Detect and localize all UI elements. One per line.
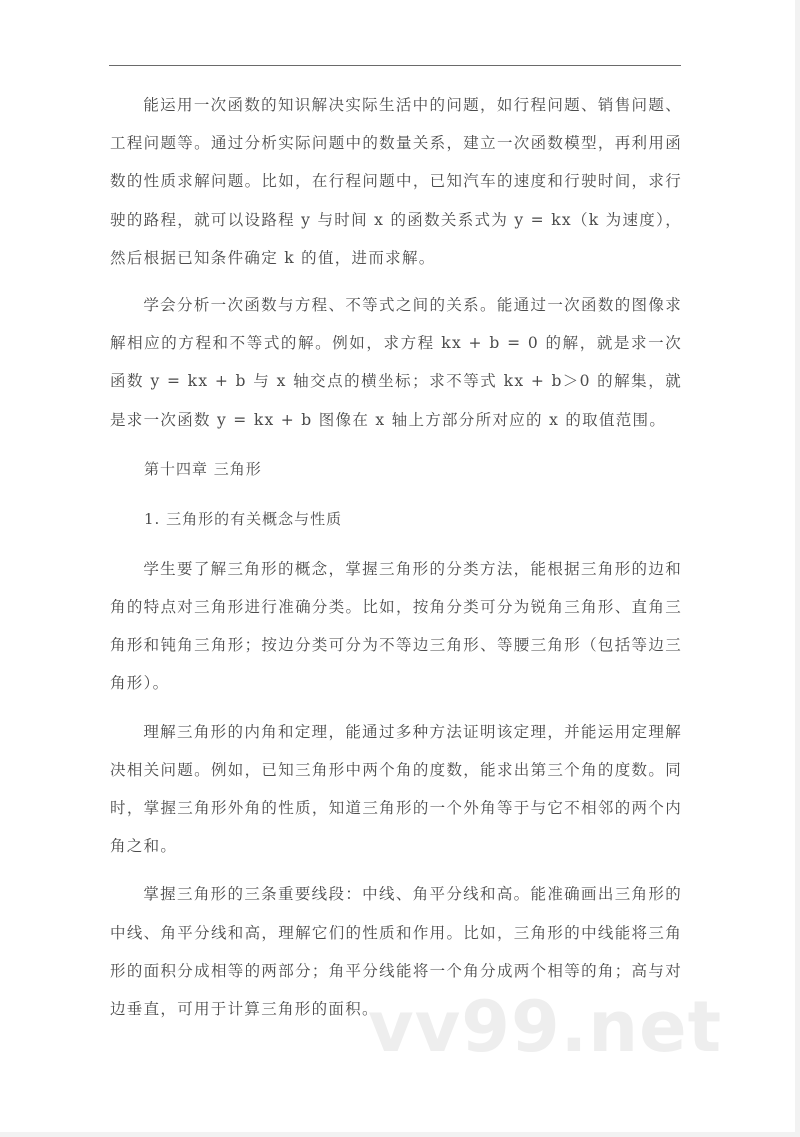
paragraph-triangle-segments: 掌握三角形的三条重要线段：中线、角平分线和高。能准确画出三角形的中线、角平分线和高，理解它们的性质和作用。比如，三角形的中线能将三角形的面积分成相等的两部分；角平分线能将一个角分成两个相等的角；高与对边垂直，可用于计算三角形的面积。 bbox=[110, 885, 682, 1019]
watermark-text: vv99.net bbox=[368, 986, 723, 1068]
chapter-heading: 第十四章 三角形 bbox=[144, 459, 262, 478]
paragraph-triangle-angle-sum: 理解三角形的内角和定理，能通过多种方法证明该定理，并能运用定理解决相关问题。例如，已知三角形中两个角的度数，能求出第三个角的度数。同时，掌握三角形外角的性质，知道三角形的一个外角等于与它不相邻的两个内角之和。 bbox=[110, 722, 682, 856]
section-heading: 1. 三角形的有关概念与性质 bbox=[144, 509, 343, 528]
document-body bbox=[110, 86, 682, 1028]
paragraph-linear-function-applications: 能运用一次函数的知识解决实际生活中的问题，如行程问题、销售问题、工程问题等。通过分析实际问题中的数量关系，建立一次函数模型，再利用函数的性质求解问题。比如，在行程问题中，已知汽车的速度和行驶时间，求行驶的路程，就可以设路程 y 与时间 x 的函数关系式为 y = kx（k 为速度），然后根据已知条件确定 k 的值，进而求解。 bbox=[110, 96, 682, 267]
paragraph-function-equation-inequality: 学会分析一次函数与方程、不等式之间的关系。能通过一次函数的图像求解相应的方程和不等式的解。例如，求方程 kx + b = 0 的解，就是求一次函数 y = kx + b 与 x 轴交点的横坐标；求不等式 kx + b＞0 的解集，就是求一次函数 y = kx + b 图像在 x 轴上方部分所对应的 x 的取值范围。 bbox=[110, 296, 682, 429]
paragraph-triangle-classification: 学生要了解三角形的概念，掌握三角形的分类方法，能根据三角形的边和角的特点对三角形进行准确分类。比如，按角分类可分为锐角三角形、直角三角形和钝角三角形；按边分类可分为不等边三角形、等腰三角形（包括等边三角形）。 bbox=[110, 559, 682, 693]
header-rule bbox=[109, 65, 681, 66]
